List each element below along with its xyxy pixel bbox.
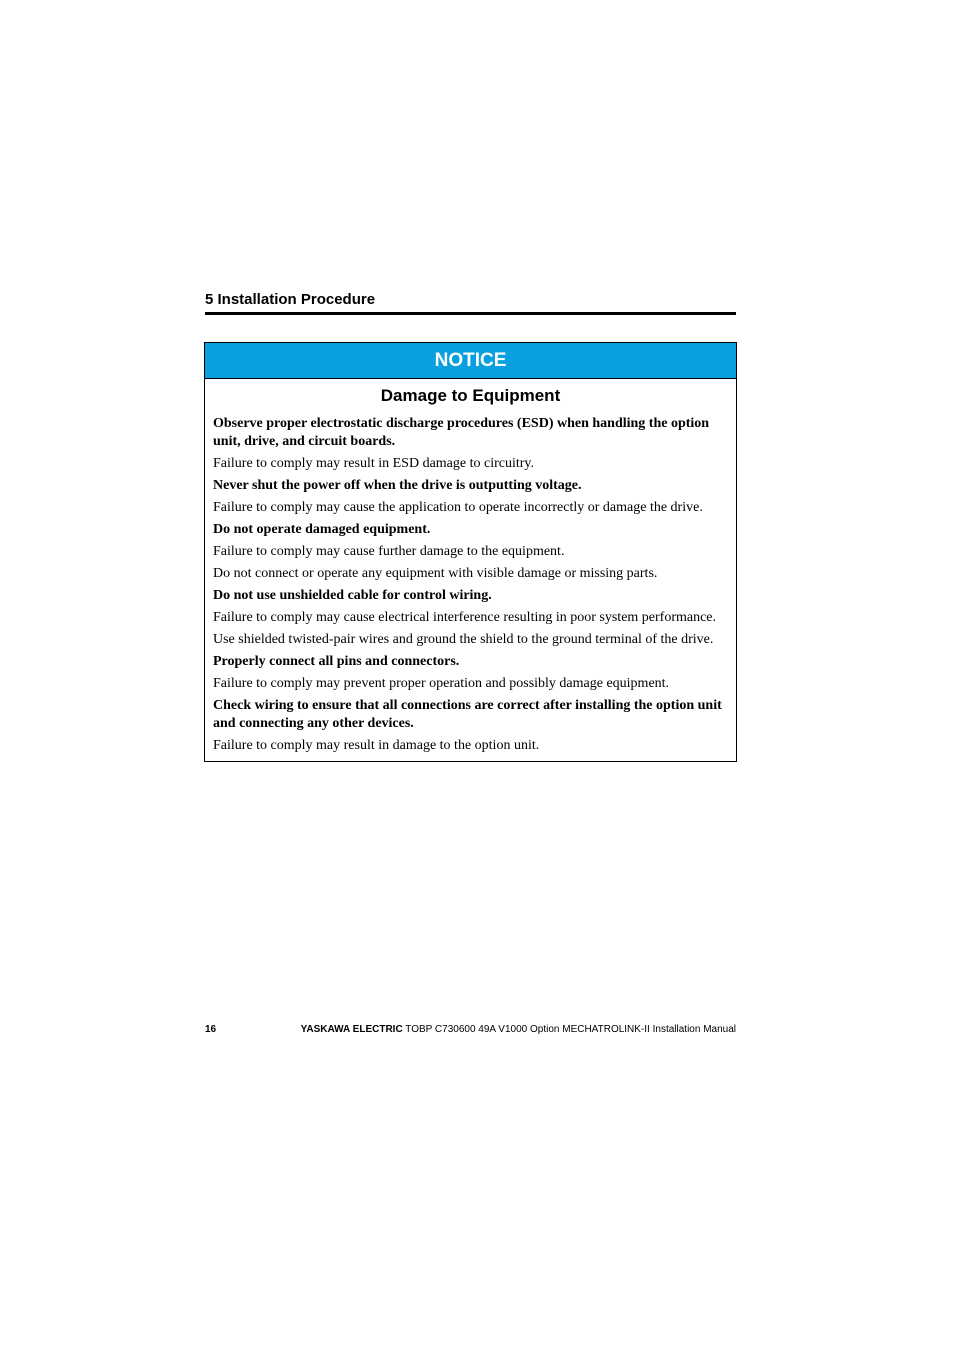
notice-item-4-heading: Do not use unshielded cable for control wiring. (213, 588, 492, 603)
notice-item-1-heading: Observe proper electrostatic discharge procedures (ESD) when handling the option unit, drive, and circuit boards. (213, 416, 710, 449)
notice-item-2-heading: Never shut the power off when the drive is outputting voltage. (213, 478, 582, 493)
section-title: 5 Installation Procedure (205, 291, 376, 308)
notice-box (204, 342, 737, 762)
notice-item-4-detail-1: Failure to comply may cause electrical interference resulting in poor system performance. (213, 610, 717, 625)
section-divider (205, 312, 736, 315)
notice-item-3-detail-1: Failure to comply may cause further damage to the equipment. (213, 544, 565, 559)
notice-item-3-heading: Do not operate damaged equipment. (213, 522, 431, 537)
footer-brand: YASKAWA ELECTRIC (300, 1024, 403, 1035)
notice-banner: NOTICE (205, 343, 736, 379)
page-number: 16 (205, 1024, 217, 1035)
notice-item-1-detail-1: Failure to comply may result in ESD damage to circuitry. (213, 456, 535, 471)
notice-item-5-heading: Properly connect all pins and connectors. (213, 654, 460, 669)
notice-item-3-detail-2: Do not connect or operate any equipment with visible damage or missing parts. (213, 566, 658, 581)
notice-item-6-detail-1: Failure to comply may result in damage to the option unit. (213, 738, 540, 753)
notice-item-5-detail-1: Failure to comply may prevent proper operation and possibly damage equipment. (213, 676, 670, 691)
notice-item-6-heading: Check wiring to ensure that all connections are correct after installing the option unit and connecting any other devices. (213, 698, 722, 731)
footer-doc-title: TOBP C730600 49A V1000 Option MECHATROLINK-II Installation Manual (402, 1024, 736, 1035)
notice-item-2-detail-1: Failure to comply may cause the application to operate incorrectly or damage the drive. (213, 500, 703, 515)
notice-subtitle: Damage to Equipment (380, 386, 561, 405)
notice-body (205, 407, 736, 755)
notice-item-4-detail-2: Use shielded twisted-pair wires and ground the shield to the ground terminal of the drive. (213, 632, 714, 647)
footer-doc-info (301, 1023, 736, 1037)
